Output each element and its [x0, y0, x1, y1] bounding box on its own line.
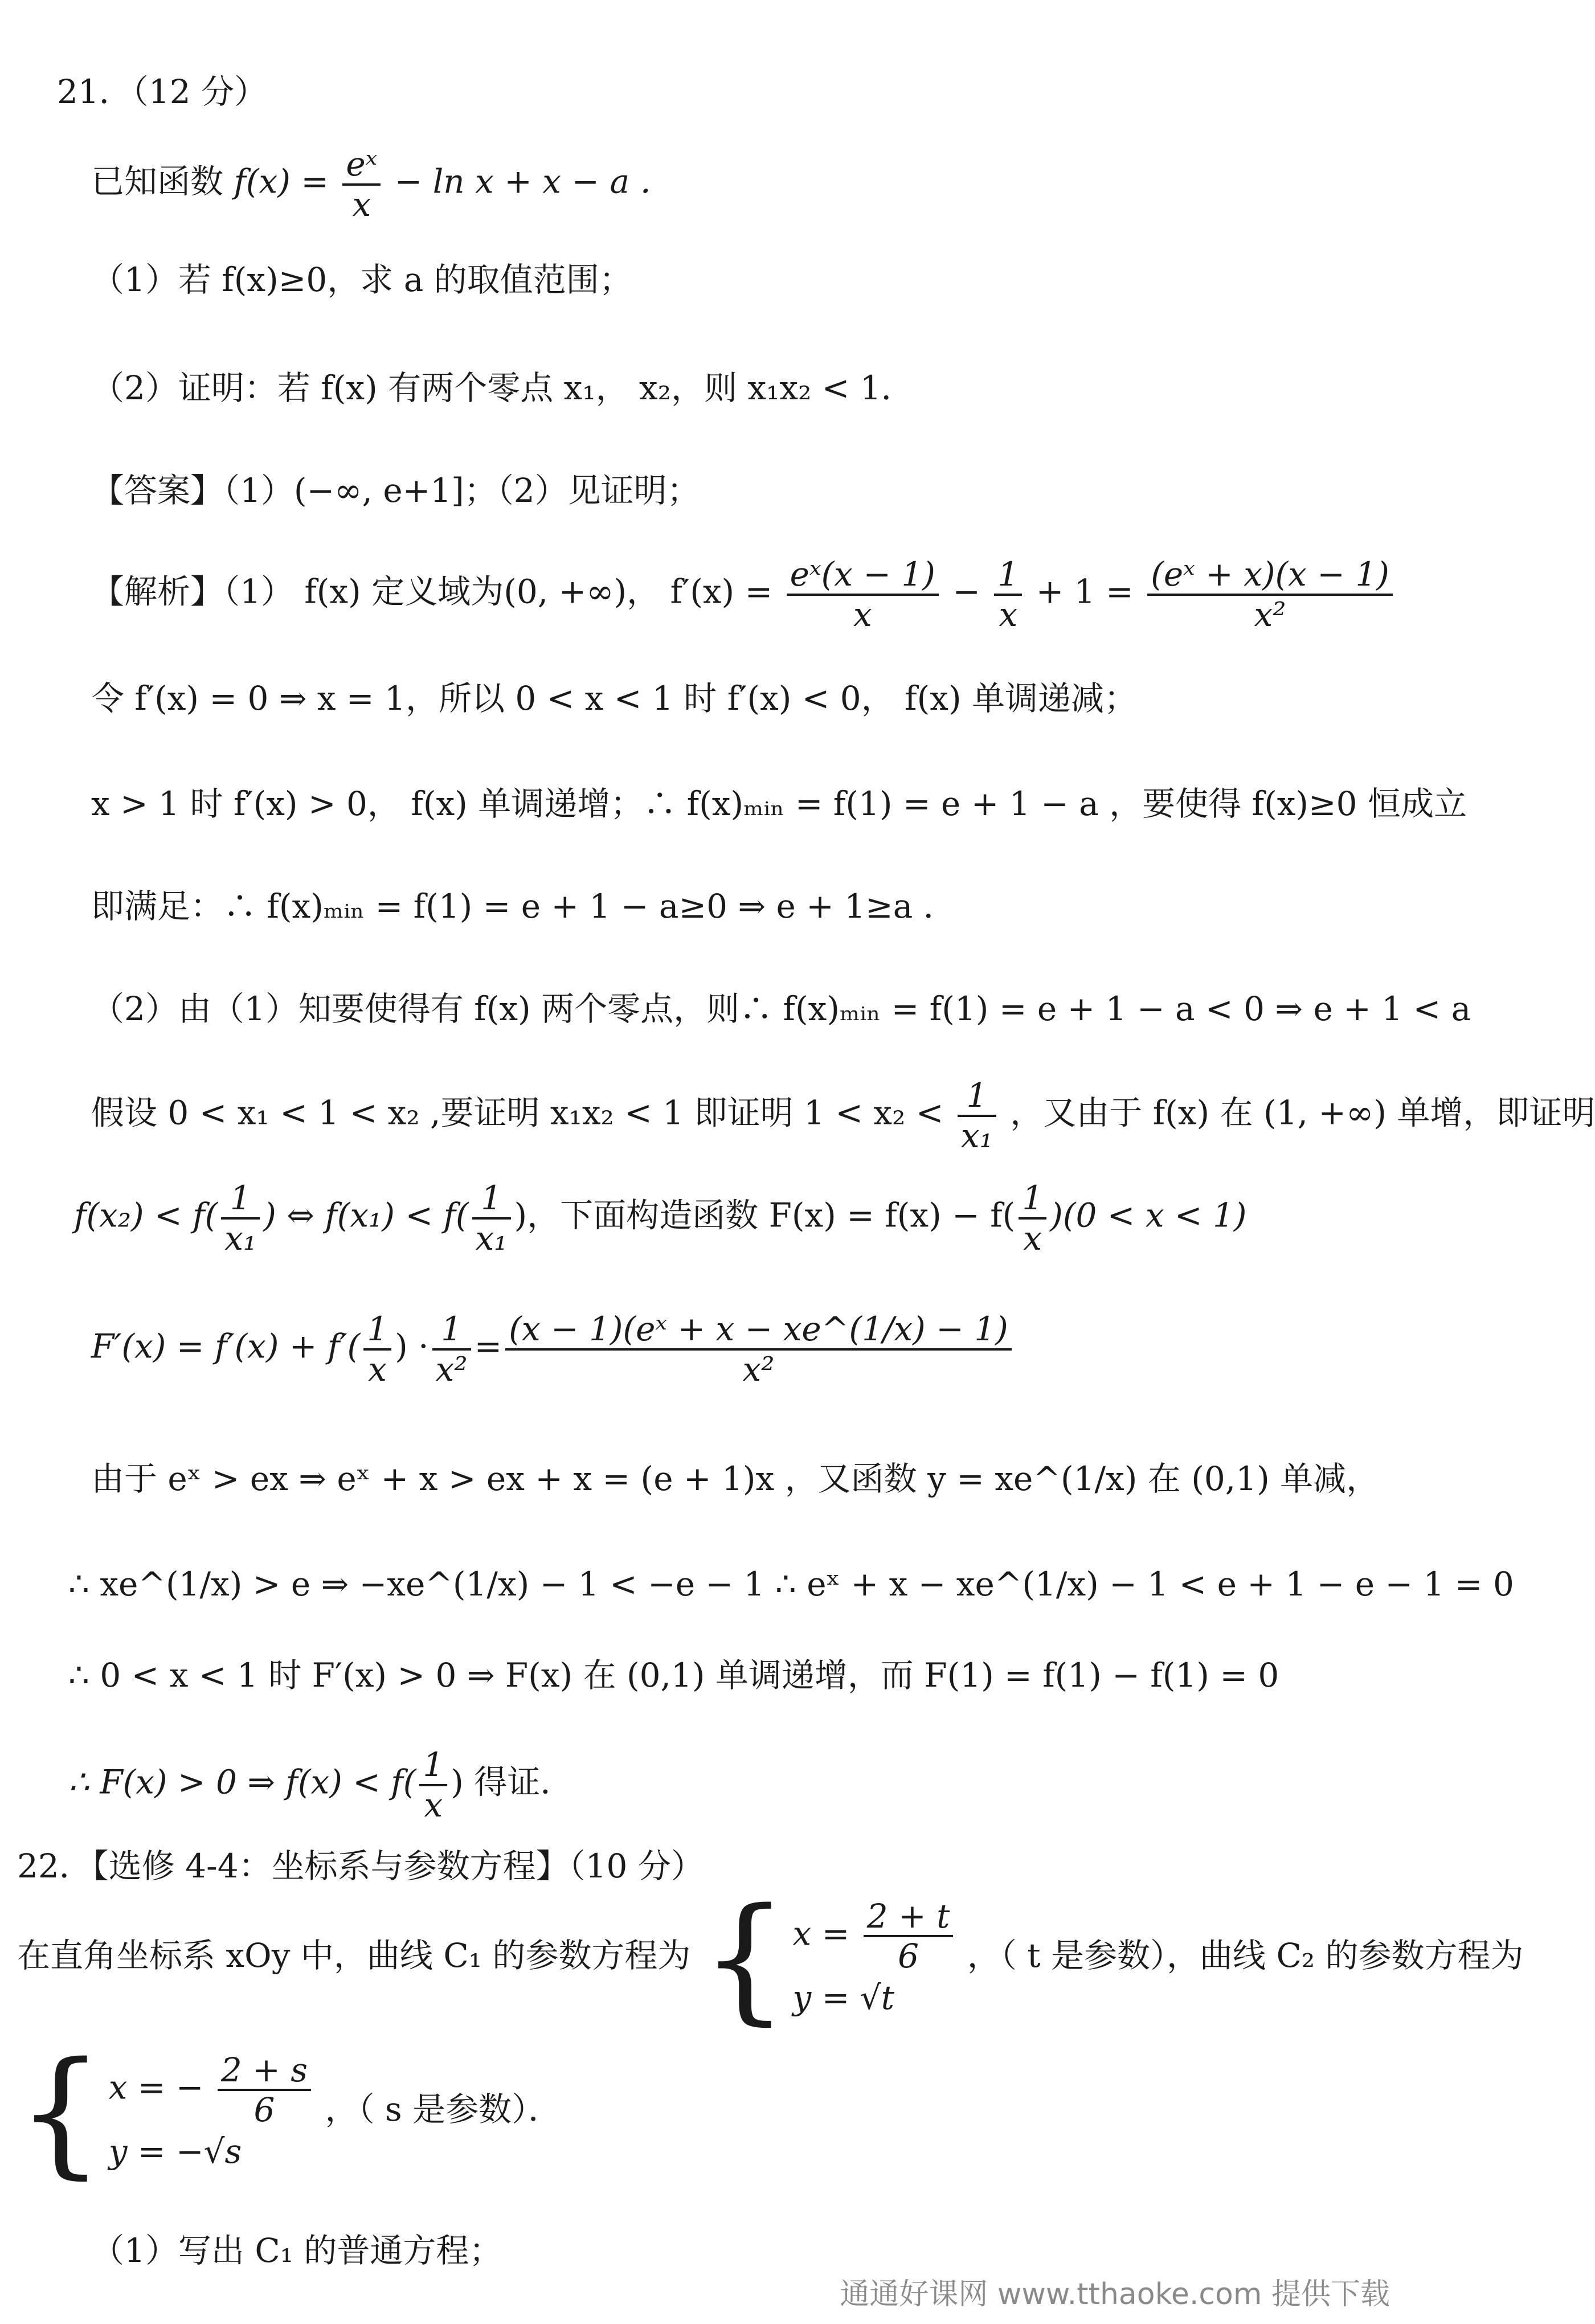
q22-c2-after: ，（ s 是参数）． — [325, 2090, 562, 2129]
q22-c1-system — [701, 1879, 957, 2038]
q21-analysis-prefix: 【解析】（1） f(x) 定义域为(0, +∞)， f′(x) = — [91, 572, 773, 611]
q21-line-e-post: ，又由于 f(x) 在 (1, +∞) 单增，即证明 — [1010, 1093, 1595, 1132]
q21-line-k — [68, 1746, 573, 1824]
q22-c1-x-lhs: x = — [792, 1914, 850, 1953]
q21-analysis-plus: + 1 = — [1036, 572, 1134, 611]
q21-line-a: 令 f′(x) = 0 ⇒ x = 1，所以 0 < x < 1 时 f′(x) < 0， f(x) 单调递减； — [91, 679, 1138, 718]
q21-line-e-num: 1 — [958, 1077, 996, 1117]
q21-analysis-frac3-den: x² — [1254, 595, 1286, 634]
q21-fx-rhs: − ln x + x − a ． — [394, 162, 673, 201]
q21-line-g-num2: 1 — [432, 1310, 471, 1351]
q22-c2-x-num: 2 + s — [218, 2051, 311, 2092]
q21-line-k-den: x — [424, 1785, 443, 1824]
q21-line-f-num1: 1 — [221, 1179, 260, 1220]
q21-line-k-frac — [419, 1746, 447, 1824]
q21-line-c: 即满足：∴ f(x)ₘᵢₙ = f(1) = e + 1 − a≥0 ⇒ e + 1≥a ． — [91, 887, 956, 926]
q21-line-e-pre: 假设 0 < x₁ < 1 < x₂ ,要证明 x₁x₂ < 1 即证明 1 < x₂ < — [91, 1093, 944, 1132]
q22-c2 — [17, 2032, 562, 2192]
q22-c2-system — [17, 2032, 314, 2192]
q21-line-g-den3: x² — [742, 1349, 775, 1389]
q21-line-i: ∴ xe^(1/x) > e ⇒ −xe^(1/x) − 1 < −e − 1 ∴ eˣ + x − xe^(1/x) − 1 < e + 1 − e − 1 = 0 — [68, 1565, 1514, 1603]
q21-line-g-frac1 — [363, 1310, 391, 1388]
q21-fx-fraction — [342, 145, 381, 223]
q21-analysis-frac3-num: (eˣ + x)(x − 1) — [1147, 555, 1393, 596]
q22-c2-rows — [109, 2051, 314, 2174]
q22-c1-brace: { — [701, 1879, 788, 2038]
q21-line-h: 由于 eˣ > ex ⇒ eˣ + x > ex + x = (e + 1)x ，又函数 y = xe^(1/x) 在 (0,1) 单减， — [91, 1459, 1380, 1498]
q21-analysis-frac2 — [994, 555, 1022, 633]
q21-line-d: （2）由（1）知要使得有 f(x) 两个零点，则∴ f(x)ₘᵢₙ = f(1) = e + 1 − a < 0 ⇒ e + 1 < a — [91, 989, 1471, 1028]
q22-c1-x-den: 6 — [898, 1937, 919, 1976]
q22-c2-y-row: y = −√s — [108, 2131, 242, 2171]
q21-fx-den: x — [352, 185, 371, 224]
q21-line-g-frac3 — [505, 1310, 1012, 1388]
q21-answer: 【答案】（1）(−∞, e+1]；（2）见证明； — [91, 471, 700, 510]
q22-c2-x-den: 6 — [253, 2090, 275, 2130]
q21-analysis-derivative — [91, 555, 1396, 633]
q22-c1-rows — [793, 1897, 957, 2020]
q22-intro — [17, 1879, 1524, 2038]
q21-line-f-c: )，下面构造函数 F(x) = f(x) − f( — [514, 1196, 1016, 1235]
q21-line-f-a: f(x₂) < f( — [74, 1196, 218, 1235]
q21-heading: 21．（12 分） — [57, 72, 268, 111]
q21-line-g-num3: (x − 1)(eˣ + x − xe^(1/x) − 1) — [505, 1310, 1012, 1351]
q22-intro-b: ，（ t 是参数），曲线 C₂ 的参数方程为 — [967, 1936, 1524, 1975]
q21-line-g — [91, 1310, 1015, 1388]
q21-line-f-frac3 — [1019, 1179, 1046, 1257]
q22-c1-y-row: y = √t — [792, 1978, 895, 2017]
q21-line-g-b: ) · — [395, 1327, 429, 1366]
q21-line-e — [91, 1077, 1595, 1155]
q21-analysis-frac2-num: 1 — [994, 555, 1022, 596]
q22-c2-x-lhs: x = − — [108, 2068, 204, 2107]
q21-line-f-b: ) ⇔ f(x₁) < f( — [263, 1196, 469, 1235]
q21-analysis-frac1-den: x — [853, 595, 872, 634]
q21-analysis-frac3 — [1147, 555, 1393, 633]
q21-line-g-frac2 — [432, 1310, 471, 1388]
q22-c2-x-frac — [218, 2051, 311, 2129]
q21-line-k-a: ∴ F(x) > 0 ⇒ f(x) < f( — [68, 1762, 416, 1802]
q21-fx-num: eˣ — [342, 145, 381, 186]
q21-line-k-num: 1 — [419, 1746, 447, 1786]
q21-line-g-num1: 1 — [363, 1310, 391, 1351]
q22-c2-brace: { — [17, 2032, 104, 2192]
q21-line-f-den1: x₁ — [224, 1218, 257, 1258]
q21-line-e-frac — [958, 1077, 996, 1155]
q21-analysis-frac1-num: eˣ(x − 1) — [787, 555, 939, 596]
q21-line-b: x > 1 时 f′(x) > 0， f(x) 单调递增；∴ f(x)ₘᵢₙ = f(1) = e + 1 − a ，要使得 f(x)≥0 恒成立 — [91, 784, 1467, 823]
q21-line-f-num3: 1 — [1019, 1179, 1046, 1220]
q21-line-f-den3: x — [1023, 1218, 1042, 1258]
q21-line-f-frac1 — [221, 1179, 260, 1257]
q21-analysis-minus: − — [952, 572, 980, 611]
q22-c1-x-frac — [864, 1897, 954, 1975]
q22-intro-a: 在直角坐标系 xOy 中，曲线 C₁ 的参数方程为 — [17, 1936, 691, 1975]
q21-line-g-a: F′(x) = f′(x) + f′( — [91, 1327, 361, 1366]
q21-given-function — [91, 145, 673, 223]
q21-line-f-den2: x₁ — [475, 1218, 508, 1258]
q21-line-g-c: = — [474, 1327, 502, 1366]
q21-line-f-num2: 1 — [472, 1179, 511, 1220]
q21-analysis-frac2-den: x — [999, 595, 1018, 634]
q21-line-f-d: )(0 < x < 1) — [1050, 1196, 1247, 1235]
q21-part1: （1）若 f(x)≥0，求 a 的取值范围； — [91, 260, 632, 299]
q21-analysis-frac1 — [787, 555, 939, 633]
q22-part1: （1）写出 C₁ 的普通方程； — [91, 2231, 502, 2270]
q22-heading: 22．【选修 4-4：坐标系与参数方程】（10 分） — [17, 1847, 704, 1885]
q22-c2-x-row — [109, 2051, 314, 2129]
q22-c1-x-row — [793, 1897, 957, 1975]
q21-line-f — [74, 1179, 1247, 1257]
footer-watermark: 通通好课网 www.tthaoke.com 提供下载 — [840, 2277, 1390, 2311]
q21-line-g-den2: x² — [435, 1349, 468, 1389]
q21-part2: （2）证明：若 f(x) 有两个零点 x₁， x₂，则 x₁x₂ < 1． — [91, 369, 914, 407]
q21-fx-lhs: f(x) = — [234, 162, 329, 201]
q21-line-g-den1: x — [368, 1349, 387, 1389]
q21-line-j: ∴ 0 < x < 1 时 F′(x) > 0 ⇒ F(x) 在 (0,1) 单调递增，而 F(1) = f(1) − f(1) = 0 — [68, 1656, 1279, 1695]
q22-c1-x-num: 2 + t — [864, 1897, 954, 1938]
q21-line-k-b: ) 得证． — [451, 1762, 574, 1802]
q21-line-e-den: x₁ — [960, 1116, 993, 1155]
q21-given-label: 已知函数 — [91, 162, 224, 201]
q21-line-f-frac2 — [472, 1179, 511, 1257]
